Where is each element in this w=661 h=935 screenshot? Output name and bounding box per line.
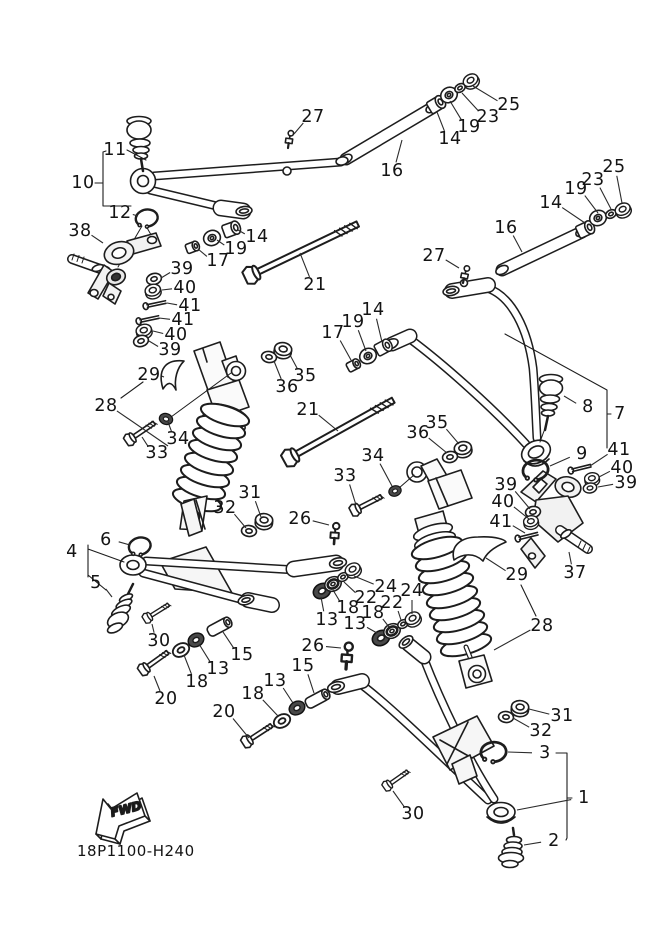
- cotter-pin-41: [514, 530, 538, 542]
- callout-34: [166, 422, 189, 449]
- part-number-label: 31: [238, 483, 262, 503]
- part-number-label: 15: [291, 656, 315, 676]
- part-number-label: 18: [185, 672, 209, 692]
- bushing-14: [221, 220, 242, 239]
- callout-39: [149, 340, 182, 360]
- leader-line: [396, 140, 402, 162]
- callout-40: [162, 278, 197, 298]
- part-number-label: 20: [154, 689, 178, 709]
- part-number-label: 14: [438, 129, 462, 149]
- leader-line: [550, 457, 570, 466]
- callout-29: [486, 558, 529, 585]
- leader-line: [313, 521, 329, 525]
- part-number-label: 41: [489, 512, 513, 532]
- part-number-label: 35: [425, 413, 449, 433]
- callout-3: [508, 743, 551, 763]
- part-number-label: 17: [206, 251, 230, 271]
- callout-26: [301, 636, 341, 656]
- circlip-12: [134, 208, 159, 230]
- part-number-label: 6: [100, 530, 112, 550]
- callout-13: [315, 597, 338, 630]
- part-number-label: 4: [66, 542, 78, 562]
- part-number-label: 27: [422, 246, 446, 266]
- leader-line: [119, 542, 130, 545]
- part-number-label: 12: [108, 203, 132, 223]
- part-number-label: 34: [166, 429, 190, 449]
- part-number-label: 21: [303, 275, 327, 295]
- nut-40: [144, 283, 163, 301]
- part-number-label: 29: [137, 365, 161, 385]
- leader-line: [517, 800, 571, 810]
- nut-25: [613, 201, 633, 221]
- callout-26: [288, 509, 329, 529]
- ball-joint-lower-left: [105, 584, 134, 635]
- part-number-label: 5: [90, 573, 102, 593]
- part-number-label: 41: [171, 310, 195, 330]
- nut-40: [523, 515, 540, 531]
- leader-line: [92, 235, 104, 243]
- leader-line: [358, 330, 366, 351]
- callout-8: [564, 396, 594, 417]
- part-number-label: 27: [301, 107, 325, 127]
- cotter-pin-41: [567, 462, 591, 474]
- callout-4: [66, 542, 78, 562]
- part-number-label: 18: [241, 684, 265, 704]
- callout-29: [137, 365, 164, 385]
- part-number-label: 38: [68, 221, 92, 241]
- callout-38: [68, 221, 103, 243]
- part-number-label: 33: [333, 466, 357, 486]
- bushing-13: [287, 698, 307, 717]
- part-number-label: 41: [178, 296, 202, 316]
- callout-21: [296, 400, 338, 431]
- washer-19: [201, 228, 222, 248]
- leader-line: [367, 627, 377, 633]
- fwd-label: FWD: [109, 798, 143, 820]
- leader-line: [159, 318, 170, 319]
- ball-joint-upper-right: [540, 375, 563, 443]
- callout-24: [400, 581, 423, 614]
- part-number-label: 13: [343, 614, 367, 634]
- part-number-label: 23: [581, 170, 605, 190]
- collar-17: [345, 358, 362, 373]
- part-number-label: 7: [614, 404, 626, 424]
- leader-line: [513, 718, 529, 727]
- leader-line: [564, 396, 576, 403]
- callout-30: [393, 791, 425, 824]
- leader-line: [513, 526, 525, 533]
- part-number-label: 26: [301, 636, 325, 656]
- part-number-label: 32: [213, 498, 237, 518]
- part-number-label: 22: [354, 588, 378, 608]
- part-number-label: 36: [406, 423, 430, 443]
- part-number-label: 31: [550, 706, 574, 726]
- leader-line: [167, 303, 177, 305]
- part-number-label: 16: [380, 161, 404, 181]
- callout-25: [602, 157, 625, 203]
- callout-32: [513, 718, 553, 741]
- part-number-label: 28: [530, 616, 554, 636]
- callout-33: [142, 437, 169, 463]
- spring-guide-left: [161, 361, 184, 390]
- callout-5: [90, 573, 112, 597]
- part-number-label: 41: [607, 440, 631, 460]
- part-number-label: 37: [563, 563, 587, 583]
- leader-line: [162, 376, 164, 377]
- part-number-label: 39: [170, 259, 194, 279]
- part-number-label: 39: [158, 340, 182, 360]
- cotter-pin-41: [142, 299, 166, 310]
- part-number-label: 32: [529, 721, 553, 741]
- part-number-label: 2: [548, 831, 560, 851]
- callout-15: [291, 656, 314, 693]
- callout-11: [103, 140, 126, 160]
- part-number-label: 3: [539, 743, 551, 763]
- callout-39: [161, 259, 194, 279]
- callout-14: [361, 300, 384, 342]
- leader-line: [446, 260, 459, 268]
- part-number-label: 33: [145, 443, 169, 463]
- washer-39: [582, 482, 597, 494]
- leader-line: [494, 630, 530, 650]
- grease-fitting-26: [341, 642, 353, 669]
- leader-line: [600, 188, 611, 209]
- washer-32: [498, 711, 514, 723]
- leader-line: [300, 253, 310, 277]
- leader-line: [377, 319, 383, 342]
- fwd-arrow-icon: [96, 793, 150, 844]
- part-number-label: 35: [293, 366, 317, 386]
- leader-line: [106, 589, 112, 597]
- leader-line: [529, 709, 549, 714]
- part-number-label: 19: [457, 117, 481, 137]
- leader-line: [508, 752, 532, 753]
- part-number-label: 40: [164, 325, 188, 345]
- part-number-label: 19: [564, 179, 588, 199]
- part-number-label: 18: [361, 603, 385, 623]
- callout-layer: [66, 86, 637, 851]
- part-number-label: 15: [230, 645, 254, 665]
- part-number-label: 26: [288, 509, 312, 529]
- leader-line: [263, 700, 278, 716]
- ball-joint-lower-right: [499, 828, 524, 868]
- callout-6: [100, 530, 130, 550]
- tie-rod-left: [338, 101, 439, 165]
- part-number-label: 23: [476, 107, 500, 127]
- leader-line: [319, 415, 338, 431]
- part-number-label: 29: [505, 565, 529, 585]
- leader-line: [161, 273, 170, 279]
- callout-34: [361, 446, 392, 486]
- part-number-label: 9: [576, 444, 588, 464]
- part-number-label: 13: [263, 671, 287, 691]
- part-number-label: 40: [610, 458, 634, 478]
- part-number-label: 24: [374, 577, 398, 597]
- leader-line: [562, 208, 585, 223]
- part-number-label: 28: [94, 396, 118, 416]
- callout-7: [614, 404, 626, 424]
- callout-21: [300, 253, 327, 295]
- leader-line: [380, 464, 392, 486]
- diagram-id: 18P1100-H240: [77, 842, 195, 860]
- leader-line: [590, 454, 608, 466]
- callout-18: [184, 655, 209, 692]
- grease-fitting-26: [330, 523, 340, 545]
- part-number-label: 18: [336, 598, 360, 618]
- part-number-label: 25: [602, 157, 626, 177]
- part-number-label: 14: [361, 300, 385, 320]
- callout-39: [598, 473, 638, 493]
- bolt-30: [381, 766, 412, 793]
- part-number-label: 25: [497, 95, 521, 115]
- part-number-label: 30: [147, 631, 171, 651]
- part-number-label: 22: [380, 593, 404, 613]
- callout-31: [238, 483, 261, 517]
- leader-line: [162, 289, 172, 290]
- part-number-label: 13: [315, 610, 339, 630]
- part-number-label: 39: [614, 473, 638, 493]
- part-number-label: 8: [582, 397, 594, 417]
- part-number-label: 14: [245, 227, 269, 247]
- callout-20: [212, 702, 249, 738]
- bushing-34: [387, 484, 402, 498]
- callout-2: [524, 831, 560, 851]
- leader-line: [340, 341, 351, 361]
- callout-27: [294, 107, 325, 134]
- callout-37: [563, 552, 586, 583]
- part-number-label: 30: [401, 804, 425, 824]
- bolt-30: [141, 599, 173, 624]
- part-number-label: 36: [275, 377, 299, 397]
- leader-line: [524, 842, 541, 845]
- collar-15: [304, 688, 332, 710]
- callout-17: [198, 249, 230, 271]
- callout-20: [154, 676, 178, 709]
- leader-line: [149, 341, 158, 347]
- washer-18: [271, 711, 292, 730]
- leader-line: [354, 576, 374, 584]
- callout-16: [494, 218, 522, 252]
- callout-9: [550, 444, 588, 466]
- callout-28: [494, 616, 554, 650]
- part-number-label: 14: [539, 193, 563, 213]
- cotter-pin-41: [135, 314, 159, 325]
- part-number-label: 16: [494, 218, 518, 238]
- callout-12: [108, 203, 138, 223]
- part-number-label: 10: [71, 173, 95, 193]
- nut-31: [255, 513, 274, 531]
- part-number-label: 11: [103, 140, 127, 160]
- callout-41: [489, 512, 525, 533]
- washer-36: [442, 450, 459, 463]
- leader-line: [473, 86, 498, 101]
- part-number-label: 34: [361, 446, 385, 466]
- part-number-label: 21: [296, 400, 320, 420]
- part-number-label: 17: [321, 323, 345, 343]
- leader-line: [486, 558, 506, 571]
- grease-fitting-27: [285, 130, 294, 148]
- part-number-label: 19: [341, 312, 365, 332]
- callout-10: [71, 173, 94, 193]
- ball-joint-upper-left: [127, 117, 151, 172]
- callout-30: [147, 624, 170, 651]
- leader-line: [350, 484, 356, 505]
- callout-33: [333, 466, 356, 505]
- part-number-label: 40: [491, 492, 515, 512]
- collar-17: [185, 240, 201, 254]
- callout-16: [380, 140, 403, 181]
- leader-line: [308, 674, 314, 693]
- part-number-label: 13: [206, 659, 230, 679]
- bolt-33: [348, 490, 386, 518]
- leader-line: [326, 647, 341, 648]
- callout-35: [290, 355, 317, 386]
- part-number-label: 24: [400, 581, 424, 601]
- collar-15: [206, 616, 234, 638]
- part-number-label: 1: [578, 788, 590, 808]
- callout-13: [263, 671, 293, 703]
- bolt-20: [239, 719, 276, 749]
- part-number-label: 40: [173, 278, 197, 298]
- bushing-34: [158, 412, 174, 426]
- leader-line: [598, 484, 613, 487]
- callout-27: [422, 246, 459, 268]
- leader-line: [153, 331, 163, 334]
- leader-line: [429, 438, 447, 453]
- part-number-label: 39: [494, 475, 518, 495]
- part-number-label: 20: [212, 702, 236, 722]
- washer-32: [241, 525, 257, 537]
- callout-1: [517, 788, 590, 810]
- leader-line: [617, 176, 622, 203]
- part-number-label: 19: [224, 239, 248, 259]
- leader-line: [599, 471, 610, 477]
